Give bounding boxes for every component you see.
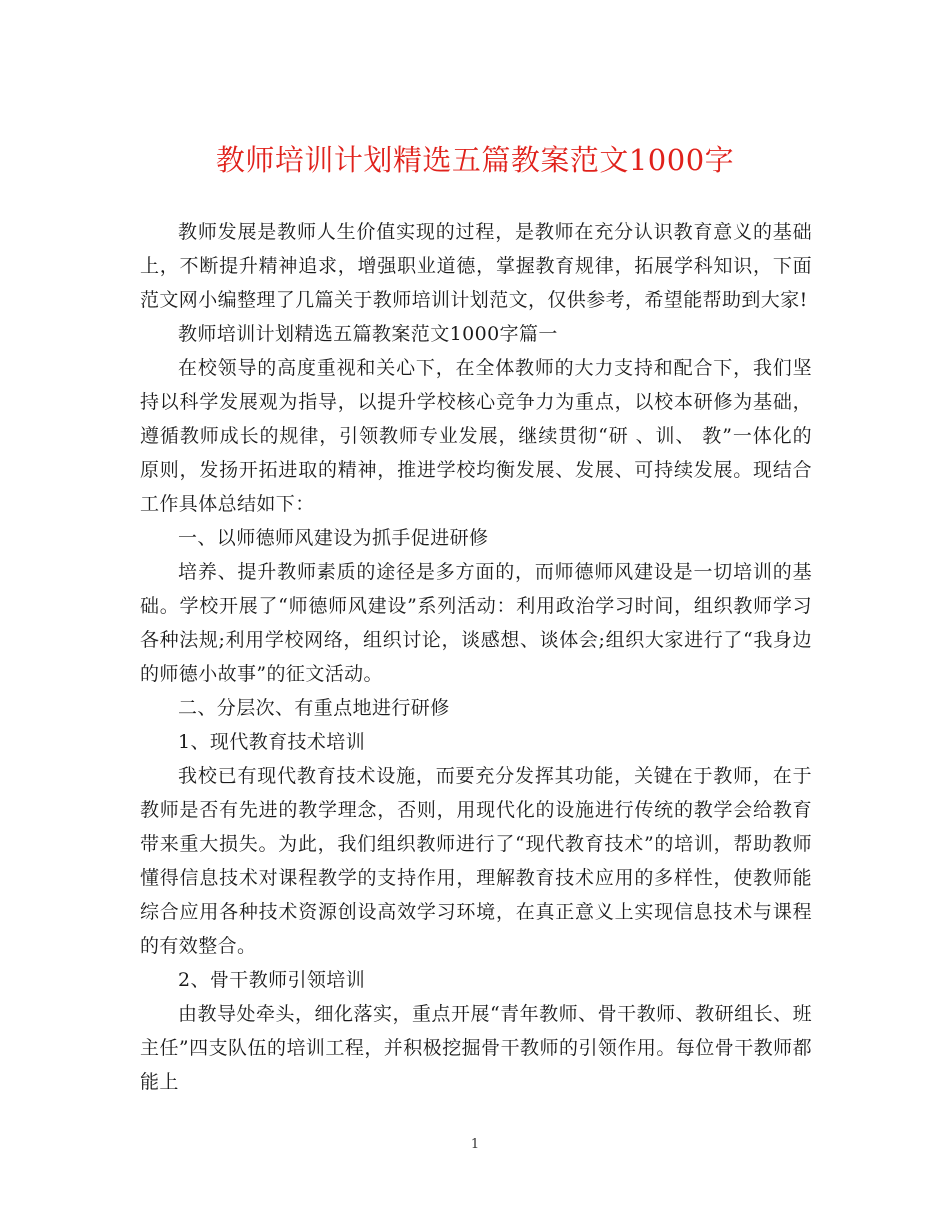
subsection-heading: 2、骨干教师引领培训 xyxy=(178,969,366,991)
body-paragraph: 在校领导的高度重视和关心下，在全体教师的大力支持和配合下，我们坚持以科学发展观为指导，以提升学校核心竞争力为重点，以校本研修为基础，遵循教师成长的规律，引领教师专业发展，继续贯彻“研 、训、 教”一体化的原则，发扬开拓进取的精神，推进学校均衡发展、发展、可持续发展。现结合工作具体总结如下： xyxy=(140,357,812,515)
body-paragraph: 由教导处牵头，细化落实，重点开展“青年教师、骨干教师、教研组长、班主任”四支队伍的培训工程，并积极挖掘骨干教师的引领作用。每位骨干教师都能上 xyxy=(140,1003,812,1093)
intro-paragraph: 教师发展是教师人生价值实现的过程，是教师在充分认识教育意义的基础上，不断提升精神追求，增强职业道德，掌握教育规律，拓展学科知识，下面范文网小编整理了几篇关于教师培训计划范文，仅供参考，希望能帮助到大家! xyxy=(140,221,812,311)
section-heading-part-one: 教师培训计划精选五篇教案范文1000字篇一 xyxy=(178,323,558,345)
body-paragraph: 我校已有现代教育技术设施，而要充分发挥其功能，关键在于教师，在于教师是否有先进的教学理念，否则，用现代化的设施进行传统的教学会给教育带来重大损失。为此，我们组织教师进行了“现代教育技术”的培训，帮助教师懂得信息技术对课程教学的支持作用，理解教育技术应用的多样性，使教师能综合应用各种技术资源创设高效学习环境，在真正意义上实现信息技术与课程的有效整合。 xyxy=(140,765,812,957)
document-body xyxy=(140,215,812,1099)
page-number: 1 xyxy=(470,1137,480,1152)
subsection-heading: 1、现代教育技术培训 xyxy=(178,731,366,753)
section-heading: 二、分层次、有重点地进行研修 xyxy=(178,697,450,719)
section-heading: 一、以师德师风建设为抓手促进研修 xyxy=(178,527,489,549)
document-title: 教师培训计划精选五篇教案范文1000字 xyxy=(215,143,735,177)
body-paragraph: 培养、提升教师素质的途径是多方面的，而师德师风建设是一切培训的基础。学校开展了“师德师风建设”系列活动：利用政治学习时间，组织教师学习各种法规;利用学校网络，组织讨论，谈感想、谈体会;组织大家进行了“我身边的师德小故事”的征文活动。 xyxy=(140,561,812,685)
